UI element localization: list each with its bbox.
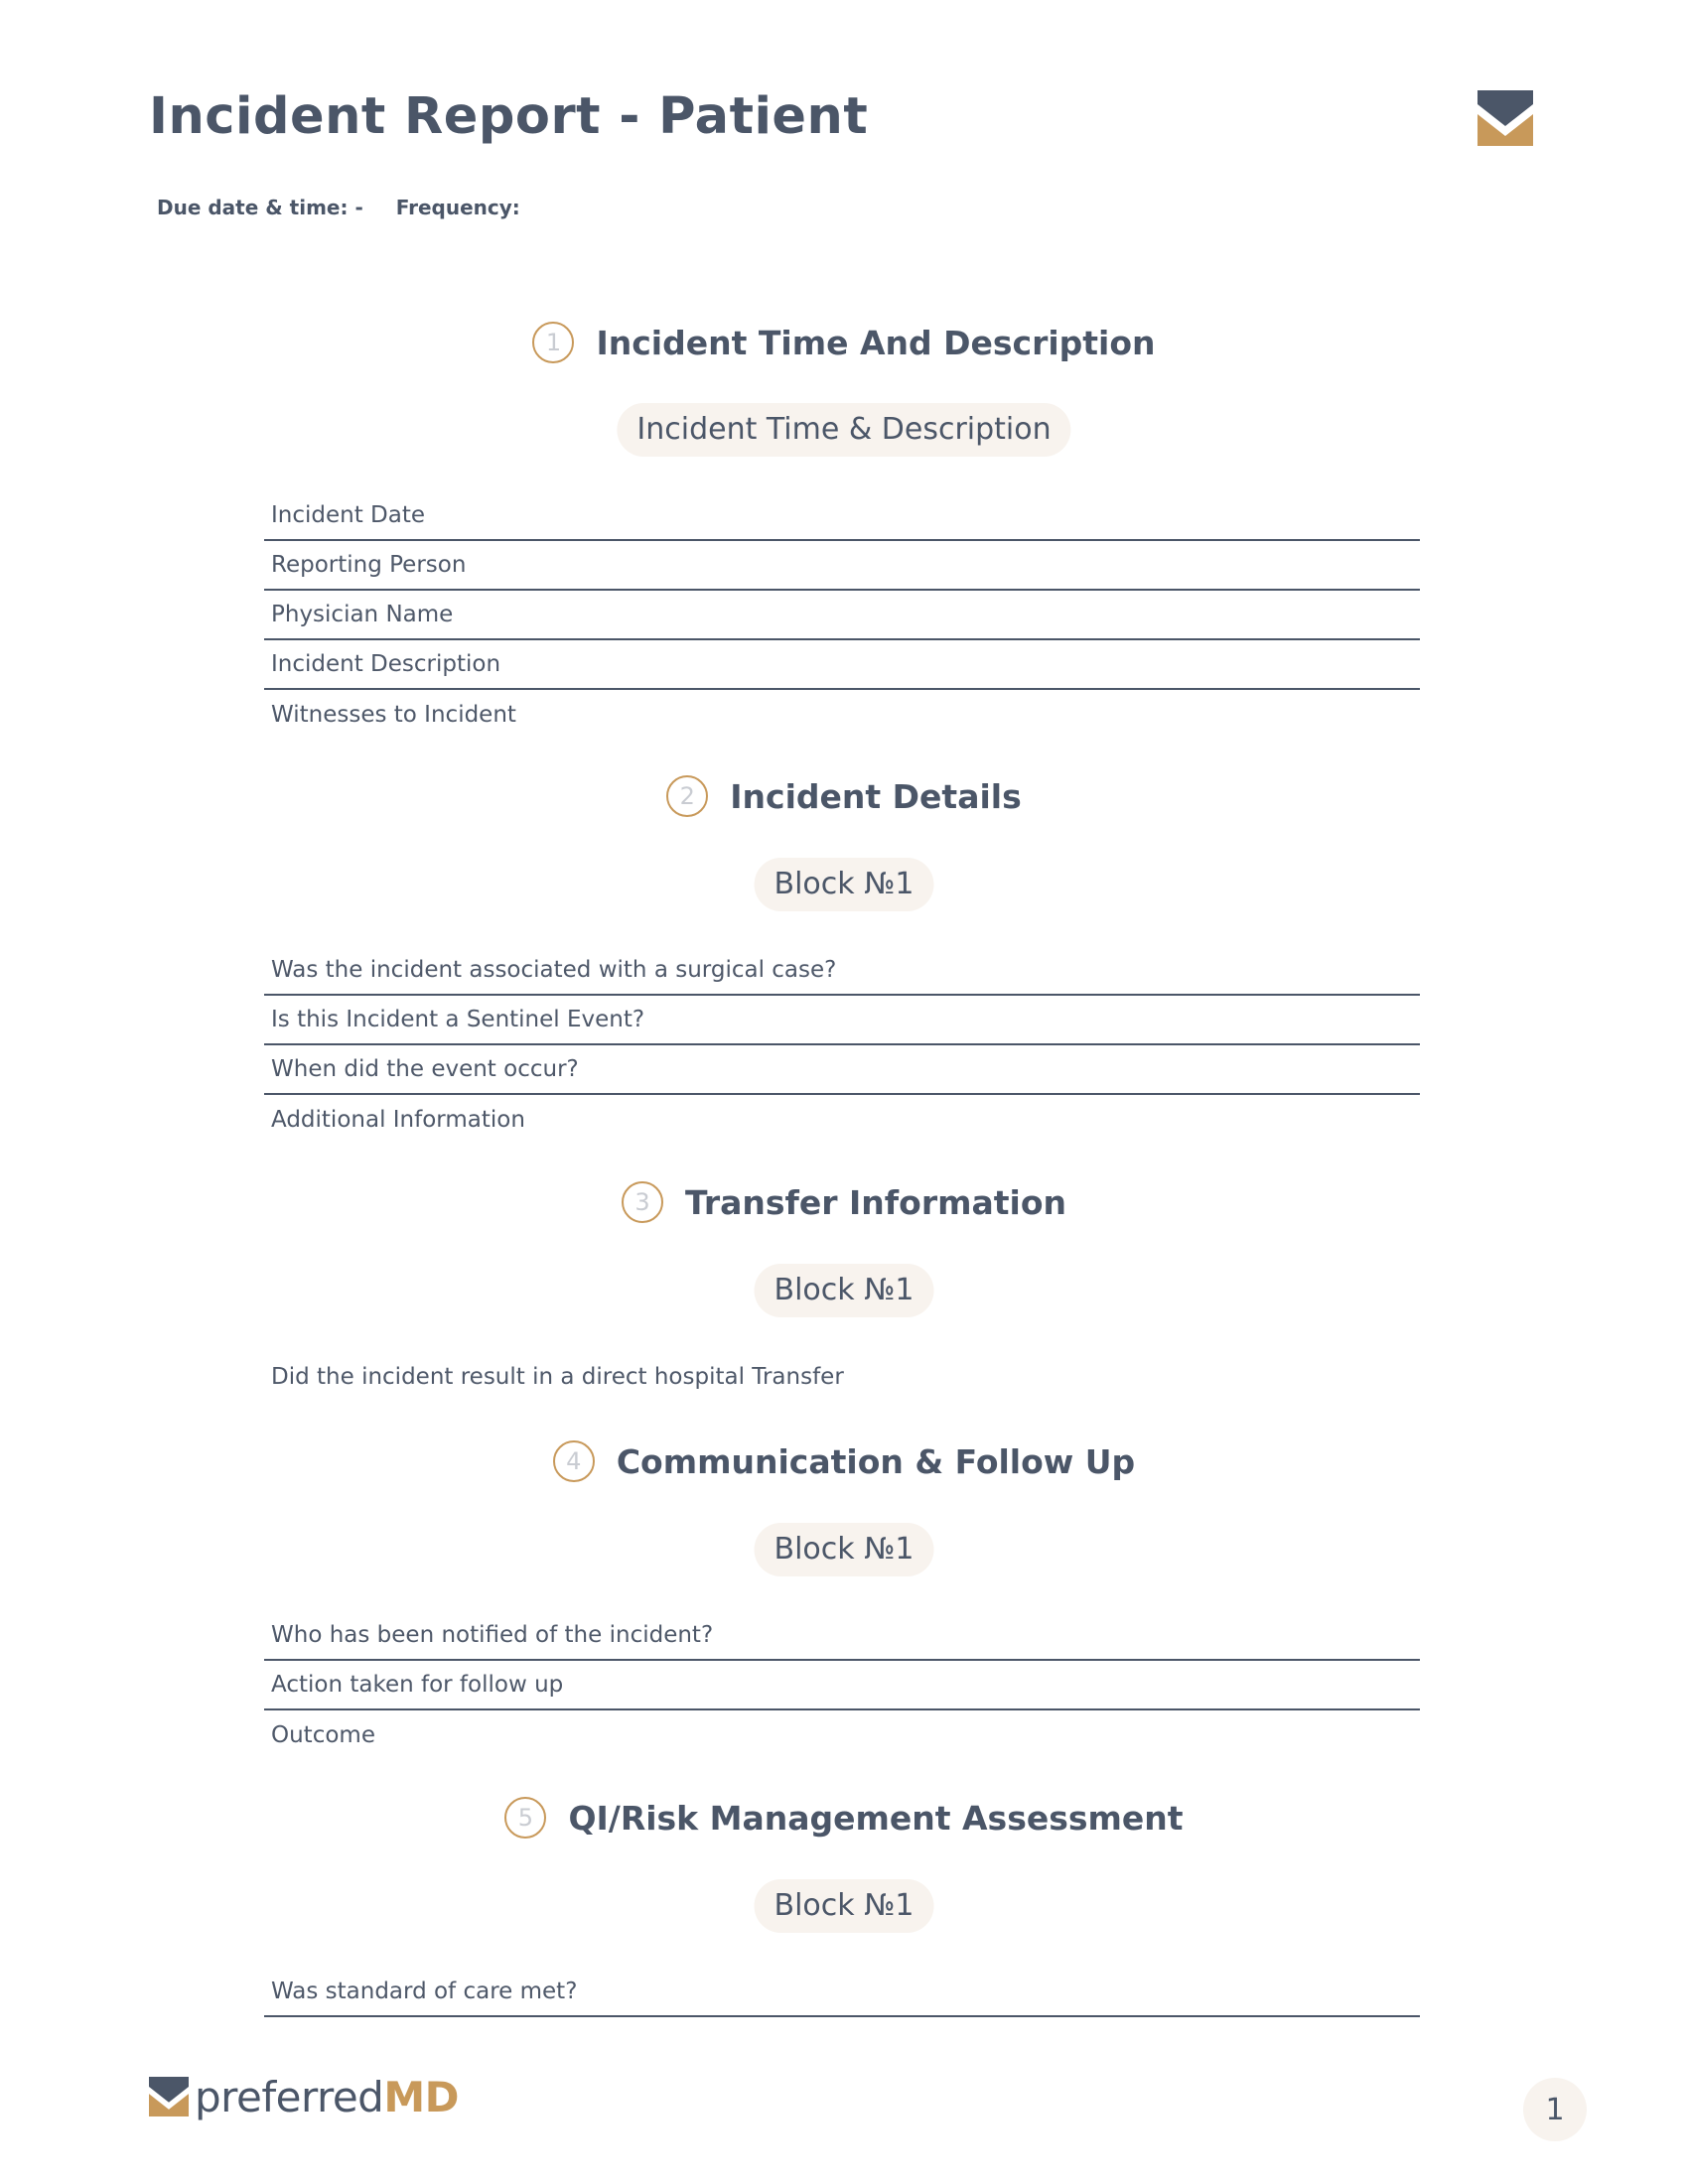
report-meta: [157, 196, 546, 219]
section-title: QI/Risk Management Assessment: [568, 1798, 1184, 1838]
field-witnesses[interactable]: Witnesses to Incident: [271, 702, 516, 728]
due-date-label: Due date & time: -: [157, 196, 363, 219]
block-label: Incident Time & Description: [617, 403, 1070, 457]
field-surgical-case[interactable]: Was the incident associated with a surgical case?: [264, 946, 1420, 996]
section-4-header: [0, 1436, 1688, 1486]
field-notified[interactable]: Who has been notified of the incident?: [264, 1611, 1420, 1661]
brand-prefix: preferred: [195, 2072, 384, 2121]
section-number-badge: 3: [622, 1181, 663, 1223]
field-sentinel-event[interactable]: Is this Incident a Sentinel Event?: [264, 996, 1420, 1045]
field-standard-of-care[interactable]: Was standard of care met?: [264, 1968, 1420, 2017]
field-event-occurred[interactable]: When did the event occur?: [264, 1045, 1420, 1095]
section-title: Incident Time And Description: [596, 323, 1156, 362]
checkmark-chevron-icon: [149, 2076, 189, 2117]
section-5-header: [0, 1793, 1688, 1843]
block-label: Block №1: [755, 858, 934, 911]
block-label: Block №1: [755, 1879, 934, 1933]
page-title: Incident Report - Patient: [149, 87, 869, 146]
block-label: Block №1: [755, 1523, 934, 1576]
field-reporting-person[interactable]: Reporting Person: [264, 541, 1420, 591]
section-1-fields: [264, 491, 1420, 740]
section-2-fields: [264, 946, 1420, 1145]
section-number-badge: 5: [504, 1797, 546, 1839]
section-title: Communication & Follow Up: [616, 1441, 1136, 1481]
field-hospital-transfer[interactable]: Did the incident result in a direct hospital Transfer: [271, 1364, 844, 1390]
section-5-fields: [264, 1968, 1420, 2017]
checkmark-chevron-icon: [1477, 90, 1533, 146]
field-physician-name[interactable]: Physician Name: [264, 591, 1420, 640]
section-4-fields: [264, 1611, 1420, 1760]
section-2-header: [0, 771, 1688, 821]
frequency-label: Frequency:: [395, 196, 520, 219]
section-number-badge: 2: [666, 775, 708, 817]
section-number-badge: 4: [553, 1440, 595, 1482]
section-number-badge: 1: [532, 322, 574, 363]
field-incident-date[interactable]: Incident Date: [264, 491, 1420, 541]
section-3-header: [0, 1177, 1688, 1227]
field-additional-information[interactable]: Additional Information: [271, 1107, 525, 1133]
page-number: 1: [1523, 2078, 1587, 2141]
section-3-fields: [264, 1352, 1420, 1402]
footer-brand-logo: [149, 2073, 459, 2120]
brand-name: [195, 2073, 459, 2121]
block-label: Block №1: [755, 1264, 934, 1317]
section-title: Transfer Information: [684, 1182, 1067, 1222]
brand-suffix: MD: [383, 2072, 460, 2121]
field-outcome[interactable]: Outcome: [271, 1722, 375, 1748]
field-follow-up-action[interactable]: Action taken for follow up: [264, 1661, 1420, 1710]
section-1-header: [0, 318, 1688, 367]
section-title: Incident Details: [730, 776, 1022, 816]
field-incident-description[interactable]: Incident Description: [264, 640, 1420, 690]
